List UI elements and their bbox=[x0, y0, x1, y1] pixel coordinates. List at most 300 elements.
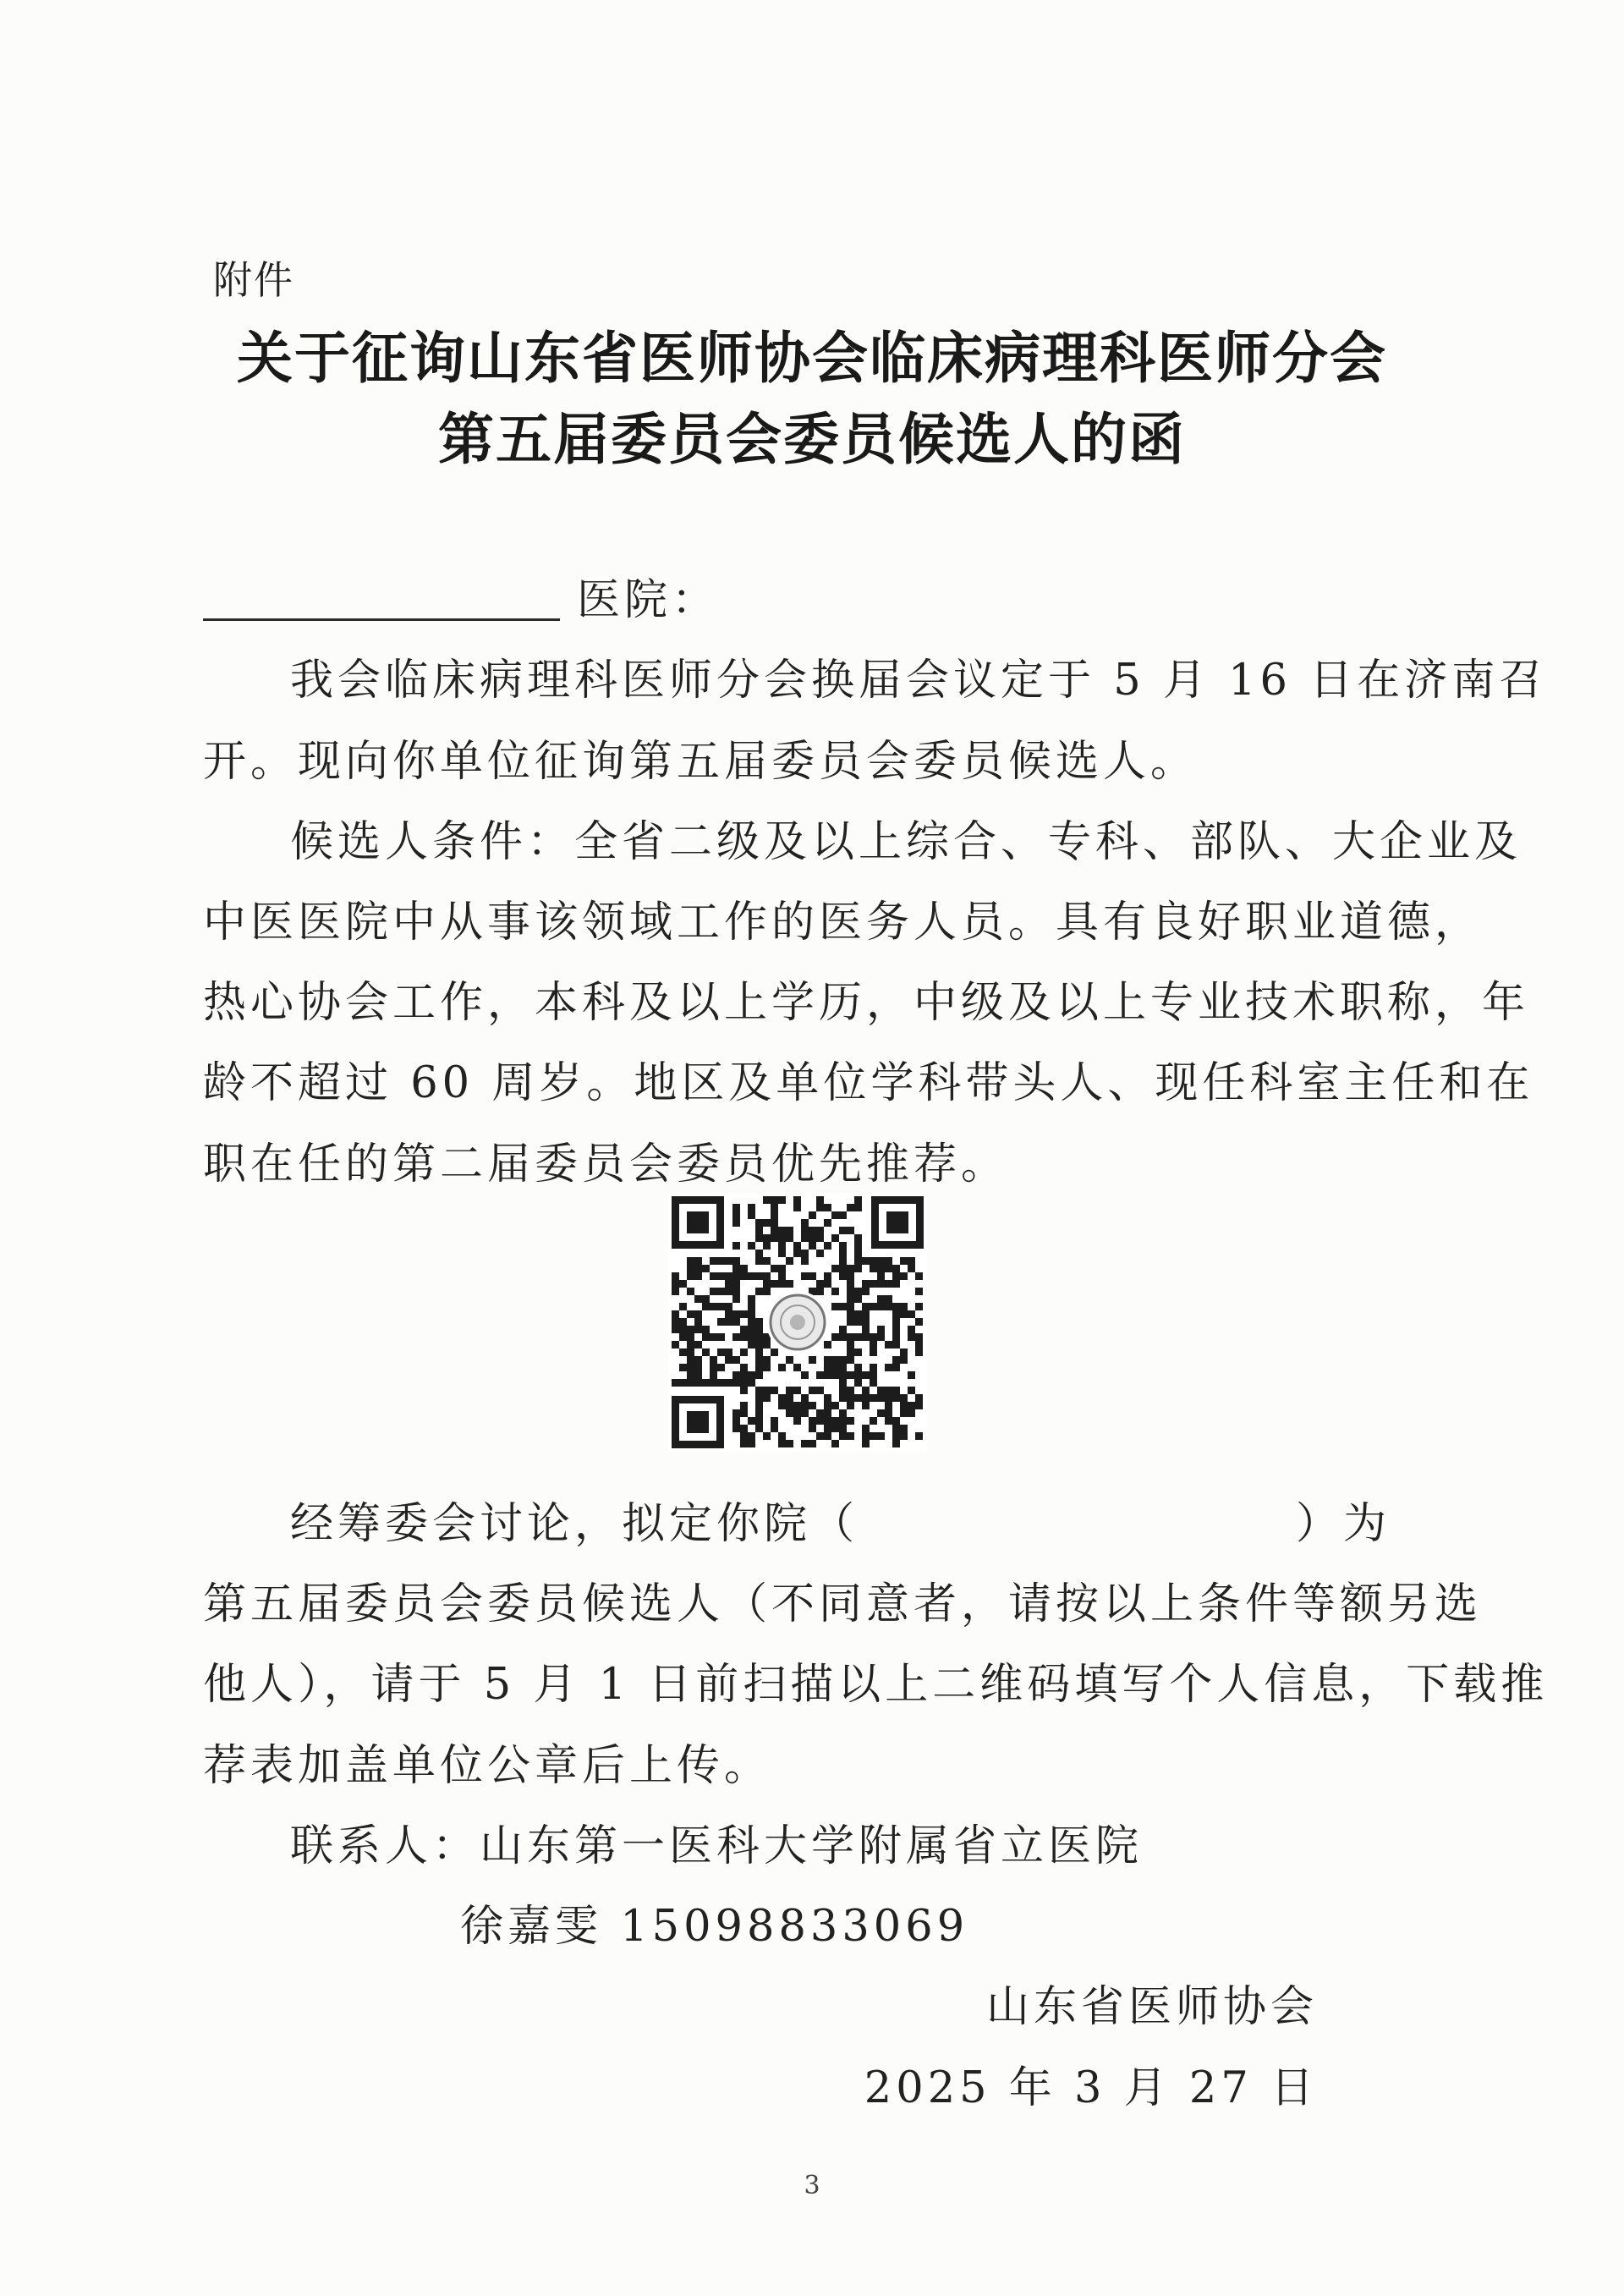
qr-module bbox=[824, 1425, 831, 1432]
qr-module bbox=[679, 1303, 687, 1310]
qr-module bbox=[702, 1265, 710, 1272]
qr-module bbox=[892, 1364, 900, 1371]
qr-module bbox=[839, 1265, 847, 1272]
qr-module bbox=[725, 1318, 732, 1326]
qr-module bbox=[801, 1257, 809, 1265]
qr-module bbox=[786, 1440, 793, 1447]
qr-module bbox=[885, 1295, 892, 1303]
para2-line-5: 职在任的第二届委员会委员优先推荐。 bbox=[203, 1140, 1009, 1189]
para3-line-3: 他人），请于 5 月 1 日前扫描以上二维码填写个人信息，下载推 bbox=[203, 1660, 1549, 1710]
qr-module bbox=[847, 1356, 854, 1364]
qr-module bbox=[831, 1333, 839, 1341]
qr-module bbox=[809, 1227, 816, 1234]
qr-module bbox=[915, 1394, 923, 1402]
qr-module bbox=[710, 1379, 717, 1387]
qr-module bbox=[793, 1402, 801, 1409]
qr-module bbox=[831, 1211, 839, 1219]
qr-module bbox=[862, 1425, 870, 1432]
qr-module bbox=[687, 1265, 694, 1272]
qr-module bbox=[793, 1417, 801, 1425]
qr-module bbox=[870, 1379, 877, 1387]
qr-module bbox=[732, 1295, 740, 1303]
document-title-line-2: 第五届委员会委员候选人的函 bbox=[438, 406, 1186, 472]
qr-module bbox=[885, 1303, 892, 1310]
qr-module bbox=[839, 1364, 847, 1371]
para2-line-2: 中医医院中从事该领域工作的医务人员。具有良好职业道德， bbox=[203, 898, 1483, 948]
contact-name-phone: 徐嘉雯 15098833069 bbox=[460, 1902, 969, 1952]
qr-module bbox=[870, 1265, 877, 1272]
qr-module bbox=[877, 1265, 885, 1272]
qr-module bbox=[839, 1250, 847, 1257]
qr-module bbox=[816, 1409, 824, 1417]
qr-module bbox=[748, 1371, 755, 1379]
qr-module bbox=[862, 1288, 870, 1295]
qr-module bbox=[831, 1371, 839, 1379]
para2-line-3: 热心协会工作，本科及以上学历，中级及以上专业技术职称，年 bbox=[203, 978, 1530, 1028]
qr-module bbox=[778, 1227, 786, 1234]
qr-module bbox=[748, 1440, 755, 1447]
qr-module bbox=[885, 1257, 892, 1265]
qr-module bbox=[740, 1333, 748, 1341]
qr-module bbox=[839, 1387, 847, 1394]
qr-module bbox=[786, 1356, 793, 1364]
qr-module bbox=[786, 1234, 793, 1242]
qr-module bbox=[900, 1257, 908, 1265]
qr-module bbox=[892, 1280, 900, 1288]
qr-module bbox=[732, 1219, 740, 1227]
qr-module bbox=[870, 1417, 877, 1425]
qr-center-logo bbox=[766, 1291, 829, 1354]
qr-module bbox=[717, 1272, 725, 1280]
attachment-label: 附件 bbox=[213, 257, 294, 303]
para1-line-1: 我会临床病理科医师分会换届会议定于 5 月 16 日在济南召 bbox=[290, 656, 1547, 706]
qr-module bbox=[854, 1288, 862, 1295]
qr-module bbox=[672, 1280, 679, 1288]
qr-module bbox=[862, 1371, 870, 1379]
qr-module bbox=[755, 1250, 763, 1257]
qr-module bbox=[710, 1272, 717, 1280]
qr-module bbox=[725, 1303, 732, 1310]
qr-module bbox=[915, 1341, 923, 1348]
qr-module bbox=[778, 1432, 786, 1440]
qr-module bbox=[732, 1318, 740, 1326]
qr-code-image[interactable] bbox=[668, 1193, 927, 1452]
qr-module bbox=[862, 1310, 870, 1318]
qr-module bbox=[870, 1371, 877, 1379]
qr-module bbox=[854, 1371, 862, 1379]
qr-module bbox=[717, 1303, 725, 1310]
qr-module bbox=[725, 1379, 732, 1387]
qr-module bbox=[748, 1303, 755, 1310]
qr-module bbox=[786, 1394, 793, 1402]
qr-module bbox=[809, 1242, 816, 1250]
qr-module bbox=[900, 1272, 908, 1280]
qr-module bbox=[847, 1371, 854, 1379]
qr-module bbox=[679, 1348, 687, 1356]
qr-module bbox=[786, 1387, 793, 1394]
qr-module bbox=[740, 1364, 748, 1371]
qr-module bbox=[778, 1364, 786, 1371]
qr-module bbox=[854, 1295, 862, 1303]
qr-module bbox=[755, 1394, 763, 1402]
qr-module bbox=[900, 1394, 908, 1402]
qr-module bbox=[908, 1402, 915, 1409]
qr-module bbox=[900, 1310, 908, 1318]
qr-module bbox=[870, 1280, 877, 1288]
qr-module bbox=[816, 1417, 824, 1425]
qr-module bbox=[694, 1257, 702, 1265]
qr-finder-top-left bbox=[672, 1196, 724, 1249]
qr-module bbox=[847, 1341, 854, 1348]
qr-module bbox=[862, 1432, 870, 1440]
qr-module bbox=[748, 1417, 755, 1425]
qr-module bbox=[801, 1394, 809, 1402]
signature-org: 山东省医师协会 bbox=[985, 1982, 1318, 2032]
qr-module bbox=[755, 1227, 763, 1234]
qr-module bbox=[870, 1303, 877, 1310]
qr-module bbox=[839, 1303, 847, 1310]
qr-module bbox=[877, 1280, 885, 1288]
qr-module bbox=[862, 1303, 870, 1310]
qr-module bbox=[831, 1265, 839, 1272]
qr-module bbox=[816, 1234, 824, 1242]
qr-module bbox=[892, 1394, 900, 1402]
qr-module bbox=[915, 1272, 923, 1280]
qr-module bbox=[771, 1211, 778, 1219]
qr-module bbox=[816, 1288, 824, 1295]
qr-module bbox=[717, 1288, 725, 1295]
qr-module bbox=[702, 1333, 710, 1341]
qr-module bbox=[732, 1371, 740, 1379]
qr-module bbox=[862, 1280, 870, 1288]
qr-module bbox=[801, 1219, 809, 1227]
qr-module bbox=[755, 1288, 763, 1295]
qr-module bbox=[732, 1204, 740, 1211]
qr-module bbox=[824, 1432, 831, 1440]
qr-module bbox=[900, 1432, 908, 1440]
qr-module bbox=[763, 1219, 771, 1227]
qr-module bbox=[771, 1417, 778, 1425]
qr-module bbox=[694, 1318, 702, 1326]
qr-module bbox=[847, 1303, 854, 1310]
qr-module bbox=[763, 1272, 771, 1280]
qr-module bbox=[801, 1250, 809, 1257]
qr-module bbox=[900, 1402, 908, 1409]
qr-module bbox=[694, 1364, 702, 1371]
qr-module bbox=[839, 1333, 847, 1341]
qr-module bbox=[748, 1341, 755, 1348]
qr-module bbox=[725, 1280, 732, 1288]
qr-module bbox=[824, 1394, 831, 1402]
qr-module bbox=[854, 1348, 862, 1356]
qr-module bbox=[687, 1272, 694, 1280]
qr-module bbox=[801, 1409, 809, 1417]
qr-module bbox=[900, 1303, 908, 1310]
qr-module bbox=[778, 1440, 786, 1447]
qr-module bbox=[679, 1326, 687, 1333]
qr-module bbox=[778, 1234, 786, 1242]
document-title-line-1: 关于征询山东省医师协会临床病理科医师分会 bbox=[237, 325, 1387, 391]
qr-module bbox=[847, 1348, 854, 1356]
salutation: 医院： bbox=[577, 575, 720, 625]
qr-module bbox=[824, 1402, 831, 1409]
qr-module bbox=[824, 1341, 831, 1348]
qr-module bbox=[854, 1364, 862, 1371]
qr-module bbox=[763, 1432, 771, 1440]
qr-module bbox=[854, 1333, 862, 1341]
qr-module bbox=[687, 1364, 694, 1371]
qr-module bbox=[854, 1250, 862, 1257]
qr-module bbox=[740, 1348, 748, 1356]
qr-module bbox=[816, 1250, 824, 1257]
qr-module bbox=[755, 1356, 763, 1364]
page-number: 3 bbox=[804, 2171, 820, 2200]
qr-module bbox=[732, 1265, 740, 1272]
qr-module bbox=[854, 1257, 862, 1265]
para3-line-4: 荐表加盖单位公章后上传。 bbox=[203, 1741, 772, 1791]
qr-module bbox=[732, 1280, 740, 1288]
qr-module bbox=[786, 1227, 793, 1234]
qr-module bbox=[687, 1341, 694, 1348]
qr-module bbox=[725, 1257, 732, 1265]
qr-module bbox=[847, 1280, 854, 1288]
qr-module bbox=[862, 1333, 870, 1341]
qr-module bbox=[809, 1234, 816, 1242]
qr-module bbox=[694, 1371, 702, 1379]
qr-module bbox=[732, 1242, 740, 1250]
qr-module bbox=[732, 1257, 740, 1265]
qr-module bbox=[847, 1204, 854, 1211]
qr-module bbox=[702, 1348, 710, 1356]
qr-module bbox=[877, 1326, 885, 1333]
qr-module bbox=[839, 1394, 847, 1402]
qr-module bbox=[732, 1356, 740, 1364]
qr-module bbox=[763, 1242, 771, 1250]
qr-module bbox=[877, 1387, 885, 1394]
qr-module bbox=[702, 1295, 710, 1303]
qr-module bbox=[892, 1326, 900, 1333]
qr-module bbox=[831, 1356, 839, 1364]
qr-module bbox=[854, 1234, 862, 1242]
qr-module bbox=[763, 1234, 771, 1242]
qr-module bbox=[839, 1425, 847, 1432]
qr-module bbox=[870, 1394, 877, 1402]
qr-module bbox=[870, 1333, 877, 1341]
qr-module bbox=[801, 1272, 809, 1280]
qr-module bbox=[748, 1310, 755, 1318]
qr-module bbox=[786, 1402, 793, 1409]
qr-module bbox=[672, 1326, 679, 1333]
qr-module bbox=[687, 1356, 694, 1364]
para3-line-1-right: ）为 bbox=[1295, 1499, 1391, 1549]
qr-module bbox=[778, 1402, 786, 1409]
qr-module bbox=[778, 1196, 786, 1204]
qr-module bbox=[710, 1333, 717, 1341]
qr-module bbox=[687, 1257, 694, 1265]
qr-module bbox=[763, 1280, 771, 1288]
para2-line-4: 龄不超过 60 周岁。地区及单位学科带头人、现任科室主任和在 bbox=[203, 1058, 1534, 1108]
qr-module bbox=[847, 1402, 854, 1409]
qr-module bbox=[862, 1387, 870, 1394]
qr-module bbox=[786, 1280, 793, 1288]
qr-finder-bottom-left bbox=[672, 1396, 724, 1448]
qr-module bbox=[740, 1265, 748, 1272]
qr-module bbox=[908, 1333, 915, 1341]
qr-module bbox=[748, 1242, 755, 1250]
qr-module bbox=[793, 1364, 801, 1371]
qr-module bbox=[809, 1402, 816, 1409]
qr-module bbox=[755, 1425, 763, 1432]
qr-module bbox=[717, 1318, 725, 1326]
para1-line-2: 开。现向你单位征询第五届委员会委员候选人。 bbox=[203, 737, 1199, 787]
qr-module bbox=[862, 1394, 870, 1402]
qr-module bbox=[672, 1272, 679, 1280]
qr-module bbox=[687, 1326, 694, 1333]
qr-module bbox=[763, 1356, 771, 1364]
qr-module bbox=[793, 1409, 801, 1417]
qr-module bbox=[915, 1348, 923, 1356]
qr-module bbox=[824, 1280, 831, 1288]
qr-module bbox=[816, 1432, 824, 1440]
qr-module bbox=[732, 1379, 740, 1387]
qr-module bbox=[809, 1387, 816, 1394]
qr-module bbox=[847, 1272, 854, 1280]
qr-module bbox=[892, 1387, 900, 1394]
qr-module bbox=[877, 1257, 885, 1265]
qr-module bbox=[740, 1326, 748, 1333]
qr-module bbox=[755, 1257, 763, 1265]
qr-module bbox=[694, 1379, 702, 1387]
qr-module bbox=[854, 1242, 862, 1250]
qr-module bbox=[786, 1257, 793, 1265]
qr-module bbox=[694, 1310, 702, 1318]
qr-module bbox=[862, 1326, 870, 1333]
contact-line: 联系人：山东第一医科大学附属省立医院 bbox=[290, 1821, 1144, 1871]
qr-module bbox=[771, 1265, 778, 1272]
qr-module bbox=[732, 1288, 740, 1295]
qr-module bbox=[816, 1227, 824, 1234]
qr-module bbox=[763, 1288, 771, 1295]
qr-module bbox=[915, 1288, 923, 1295]
qr-module bbox=[824, 1219, 831, 1227]
qr-module bbox=[717, 1257, 725, 1265]
qr-module bbox=[801, 1402, 809, 1409]
signature-date: 2025 年 3 月 27 日 bbox=[864, 2063, 1318, 2113]
qr-module bbox=[740, 1379, 748, 1387]
qr-module bbox=[839, 1356, 847, 1364]
qr-module bbox=[877, 1409, 885, 1417]
qr-module bbox=[732, 1409, 740, 1417]
qr-module bbox=[847, 1432, 854, 1440]
qr-module bbox=[687, 1333, 694, 1341]
qr-module bbox=[816, 1204, 824, 1211]
qr-module bbox=[672, 1379, 679, 1387]
qr-module bbox=[732, 1272, 740, 1280]
qr-module bbox=[755, 1326, 763, 1333]
qr-module bbox=[694, 1272, 702, 1280]
qr-module bbox=[740, 1272, 748, 1280]
qr-module bbox=[778, 1394, 786, 1402]
qr-module bbox=[801, 1440, 809, 1447]
qr-module bbox=[793, 1196, 801, 1204]
qr-module bbox=[824, 1371, 831, 1379]
qr-module bbox=[908, 1371, 915, 1379]
qr-module bbox=[755, 1409, 763, 1417]
qr-module bbox=[763, 1364, 771, 1371]
qr-module bbox=[717, 1348, 725, 1356]
qr-module bbox=[831, 1425, 839, 1432]
qr-module bbox=[885, 1280, 892, 1288]
qr-module bbox=[885, 1265, 892, 1272]
qr-module bbox=[740, 1387, 748, 1394]
qr-module bbox=[793, 1387, 801, 1394]
qr-module bbox=[694, 1326, 702, 1333]
qr-module bbox=[892, 1303, 900, 1310]
qr-module bbox=[809, 1356, 816, 1364]
qr-module bbox=[771, 1280, 778, 1288]
qr-module bbox=[763, 1196, 771, 1204]
qr-module bbox=[694, 1295, 702, 1303]
qr-module bbox=[908, 1310, 915, 1318]
qr-module bbox=[824, 1409, 831, 1417]
qr-module bbox=[755, 1364, 763, 1371]
qr-module bbox=[877, 1394, 885, 1402]
qr-module bbox=[793, 1204, 801, 1211]
qr-module bbox=[892, 1432, 900, 1440]
qr-module bbox=[694, 1356, 702, 1364]
qr-module bbox=[725, 1348, 732, 1356]
qr-module bbox=[862, 1402, 870, 1409]
qr-module bbox=[885, 1409, 892, 1417]
qr-module bbox=[809, 1425, 816, 1432]
qr-module bbox=[854, 1318, 862, 1326]
qr-finder-top-right bbox=[871, 1196, 924, 1249]
qr-module bbox=[801, 1227, 809, 1234]
qr-module bbox=[831, 1234, 839, 1242]
qr-module bbox=[892, 1265, 900, 1272]
qr-module bbox=[877, 1333, 885, 1341]
qr-module bbox=[847, 1318, 854, 1326]
qr-module bbox=[710, 1364, 717, 1371]
qr-module bbox=[900, 1356, 908, 1364]
qr-module bbox=[771, 1219, 778, 1227]
qr-module bbox=[908, 1409, 915, 1417]
qr-module bbox=[679, 1379, 687, 1387]
qr-module bbox=[809, 1417, 816, 1425]
qr-module bbox=[831, 1288, 839, 1295]
qr-module bbox=[831, 1364, 839, 1371]
qr-module bbox=[778, 1265, 786, 1272]
qr-module bbox=[892, 1417, 900, 1425]
qr-module bbox=[725, 1356, 732, 1364]
qr-module bbox=[687, 1379, 694, 1387]
qr-module bbox=[710, 1303, 717, 1310]
qr-module bbox=[755, 1219, 763, 1227]
qr-module bbox=[870, 1257, 877, 1265]
qr-module bbox=[839, 1379, 847, 1387]
qr-module bbox=[854, 1379, 862, 1387]
qr-module bbox=[740, 1310, 748, 1318]
qr-module bbox=[816, 1387, 824, 1394]
qr-module bbox=[862, 1440, 870, 1447]
qr-module bbox=[771, 1387, 778, 1394]
qr-module bbox=[801, 1371, 809, 1379]
qr-module bbox=[672, 1310, 679, 1318]
qr-module bbox=[839, 1242, 847, 1250]
qr-module bbox=[755, 1234, 763, 1242]
qr-module bbox=[748, 1379, 755, 1387]
qr-module bbox=[854, 1394, 862, 1402]
